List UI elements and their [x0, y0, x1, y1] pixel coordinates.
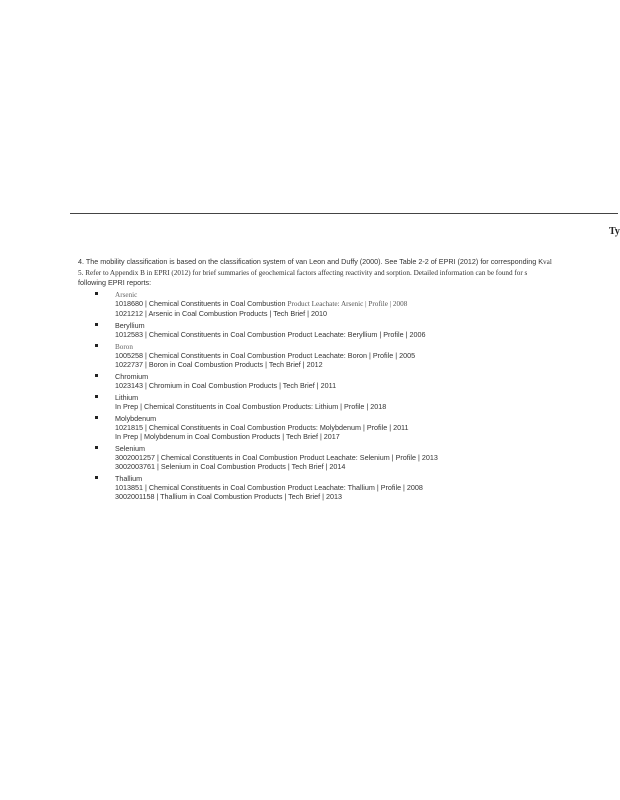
footnote-5 [78, 269, 527, 287]
report-ref: 1012583 | Chemical Constituents in Coal Combustion Product Leachate: Beryllium | Profile | 2006 [115, 330, 426, 339]
report-ref: 1013851 | Chemical Constituents in Coal Combustion Product Leachate: Thallium | Profile | 2008 [115, 483, 423, 492]
report-ref: 1023143 | Chromium in Coal Combustion Products | Tech Brief | 2011 [115, 381, 337, 390]
list-item-selenium [95, 445, 438, 471]
table-top-rule [70, 213, 618, 214]
element-name: Chromium [115, 372, 149, 381]
element-name: Lithium [115, 393, 139, 402]
report-ref: 3002001257 | Chemical Constituents in Coal Combustion Product Leachate: Selenium | Profile | 2013 [115, 453, 438, 462]
list-item-arsenic [95, 291, 438, 318]
footnote-4-text: 4. The mobility classification is based on the classification system of van Leon and Duffy (2000). See Table 2-2 of EPRI (2012) for corresponding K [78, 257, 544, 266]
list-item-beryllium [95, 322, 438, 339]
element-name: Boron [115, 343, 133, 351]
report-ref: 1021815 | Chemical Constituents in Coal Combustion Products: Molybdenum | Profile | 2011 [115, 423, 409, 432]
bullet [95, 374, 98, 377]
report-ref: In Prep | Molybdenum in Coal Combustion Products | Tech Brief | 2017 [115, 432, 340, 441]
footnote-5-line-2: following EPRI reports: [78, 278, 152, 287]
report-ref: 3002001158 | Thallium in Coal Combustion Products | Tech Brief | 2013 [115, 492, 342, 501]
element-name: Arsenic [115, 291, 138, 299]
footnote-5-line-1: 5. Refer to Appendix B in EPRI (2012) for brief summaries of geochemical factors affecting reactivity and sorption. Detailed information can be found for s [78, 269, 528, 277]
report-ref: 3002003761 | Selenium in Coal Combustion Products | Tech Brief | 2014 [115, 462, 346, 471]
report-ref: 1021212 | Arsenic in Coal Combustion Products | Tech Brief | 2010 [115, 309, 328, 318]
element-name: Selenium [115, 444, 145, 453]
table-header-fragment: Ty [609, 226, 620, 237]
bullet [95, 323, 98, 326]
bullet [95, 344, 98, 347]
bullet [95, 416, 98, 419]
report-ref: 1022737 | Boron in Coal Combustion Products | Tech Brief | 2012 [115, 360, 323, 369]
epri-report-list [95, 291, 438, 505]
list-item-chromium [95, 373, 438, 390]
bullet [95, 395, 98, 398]
footnote-4-tail: val [543, 258, 552, 266]
element-name: Thallium [115, 474, 143, 483]
list-item-lithium [95, 394, 438, 411]
element-name: Molybdenum [115, 414, 157, 423]
report-ref: 1005258 | Chemical Constituents in Coal Combustion Product Leachate: Boron | Profile | 2005 [115, 351, 416, 360]
bullet [95, 292, 98, 295]
report-ref: In Prep | Chemical Constituents in Coal Combustion Products: Lithium | Profile | 2018 [115, 402, 387, 411]
footnote-4 [78, 257, 552, 267]
report-ref: 1018680 | Chemical Constituents in Coal Combustion Product Leachate: Arsenic | Profile | 2008 [115, 299, 408, 308]
element-name: Beryllium [115, 321, 145, 330]
list-item-thallium [95, 475, 438, 501]
list-item-molybdenum [95, 415, 438, 441]
bullet [95, 446, 98, 449]
bullet [95, 476, 98, 479]
list-item-boron [95, 343, 438, 369]
